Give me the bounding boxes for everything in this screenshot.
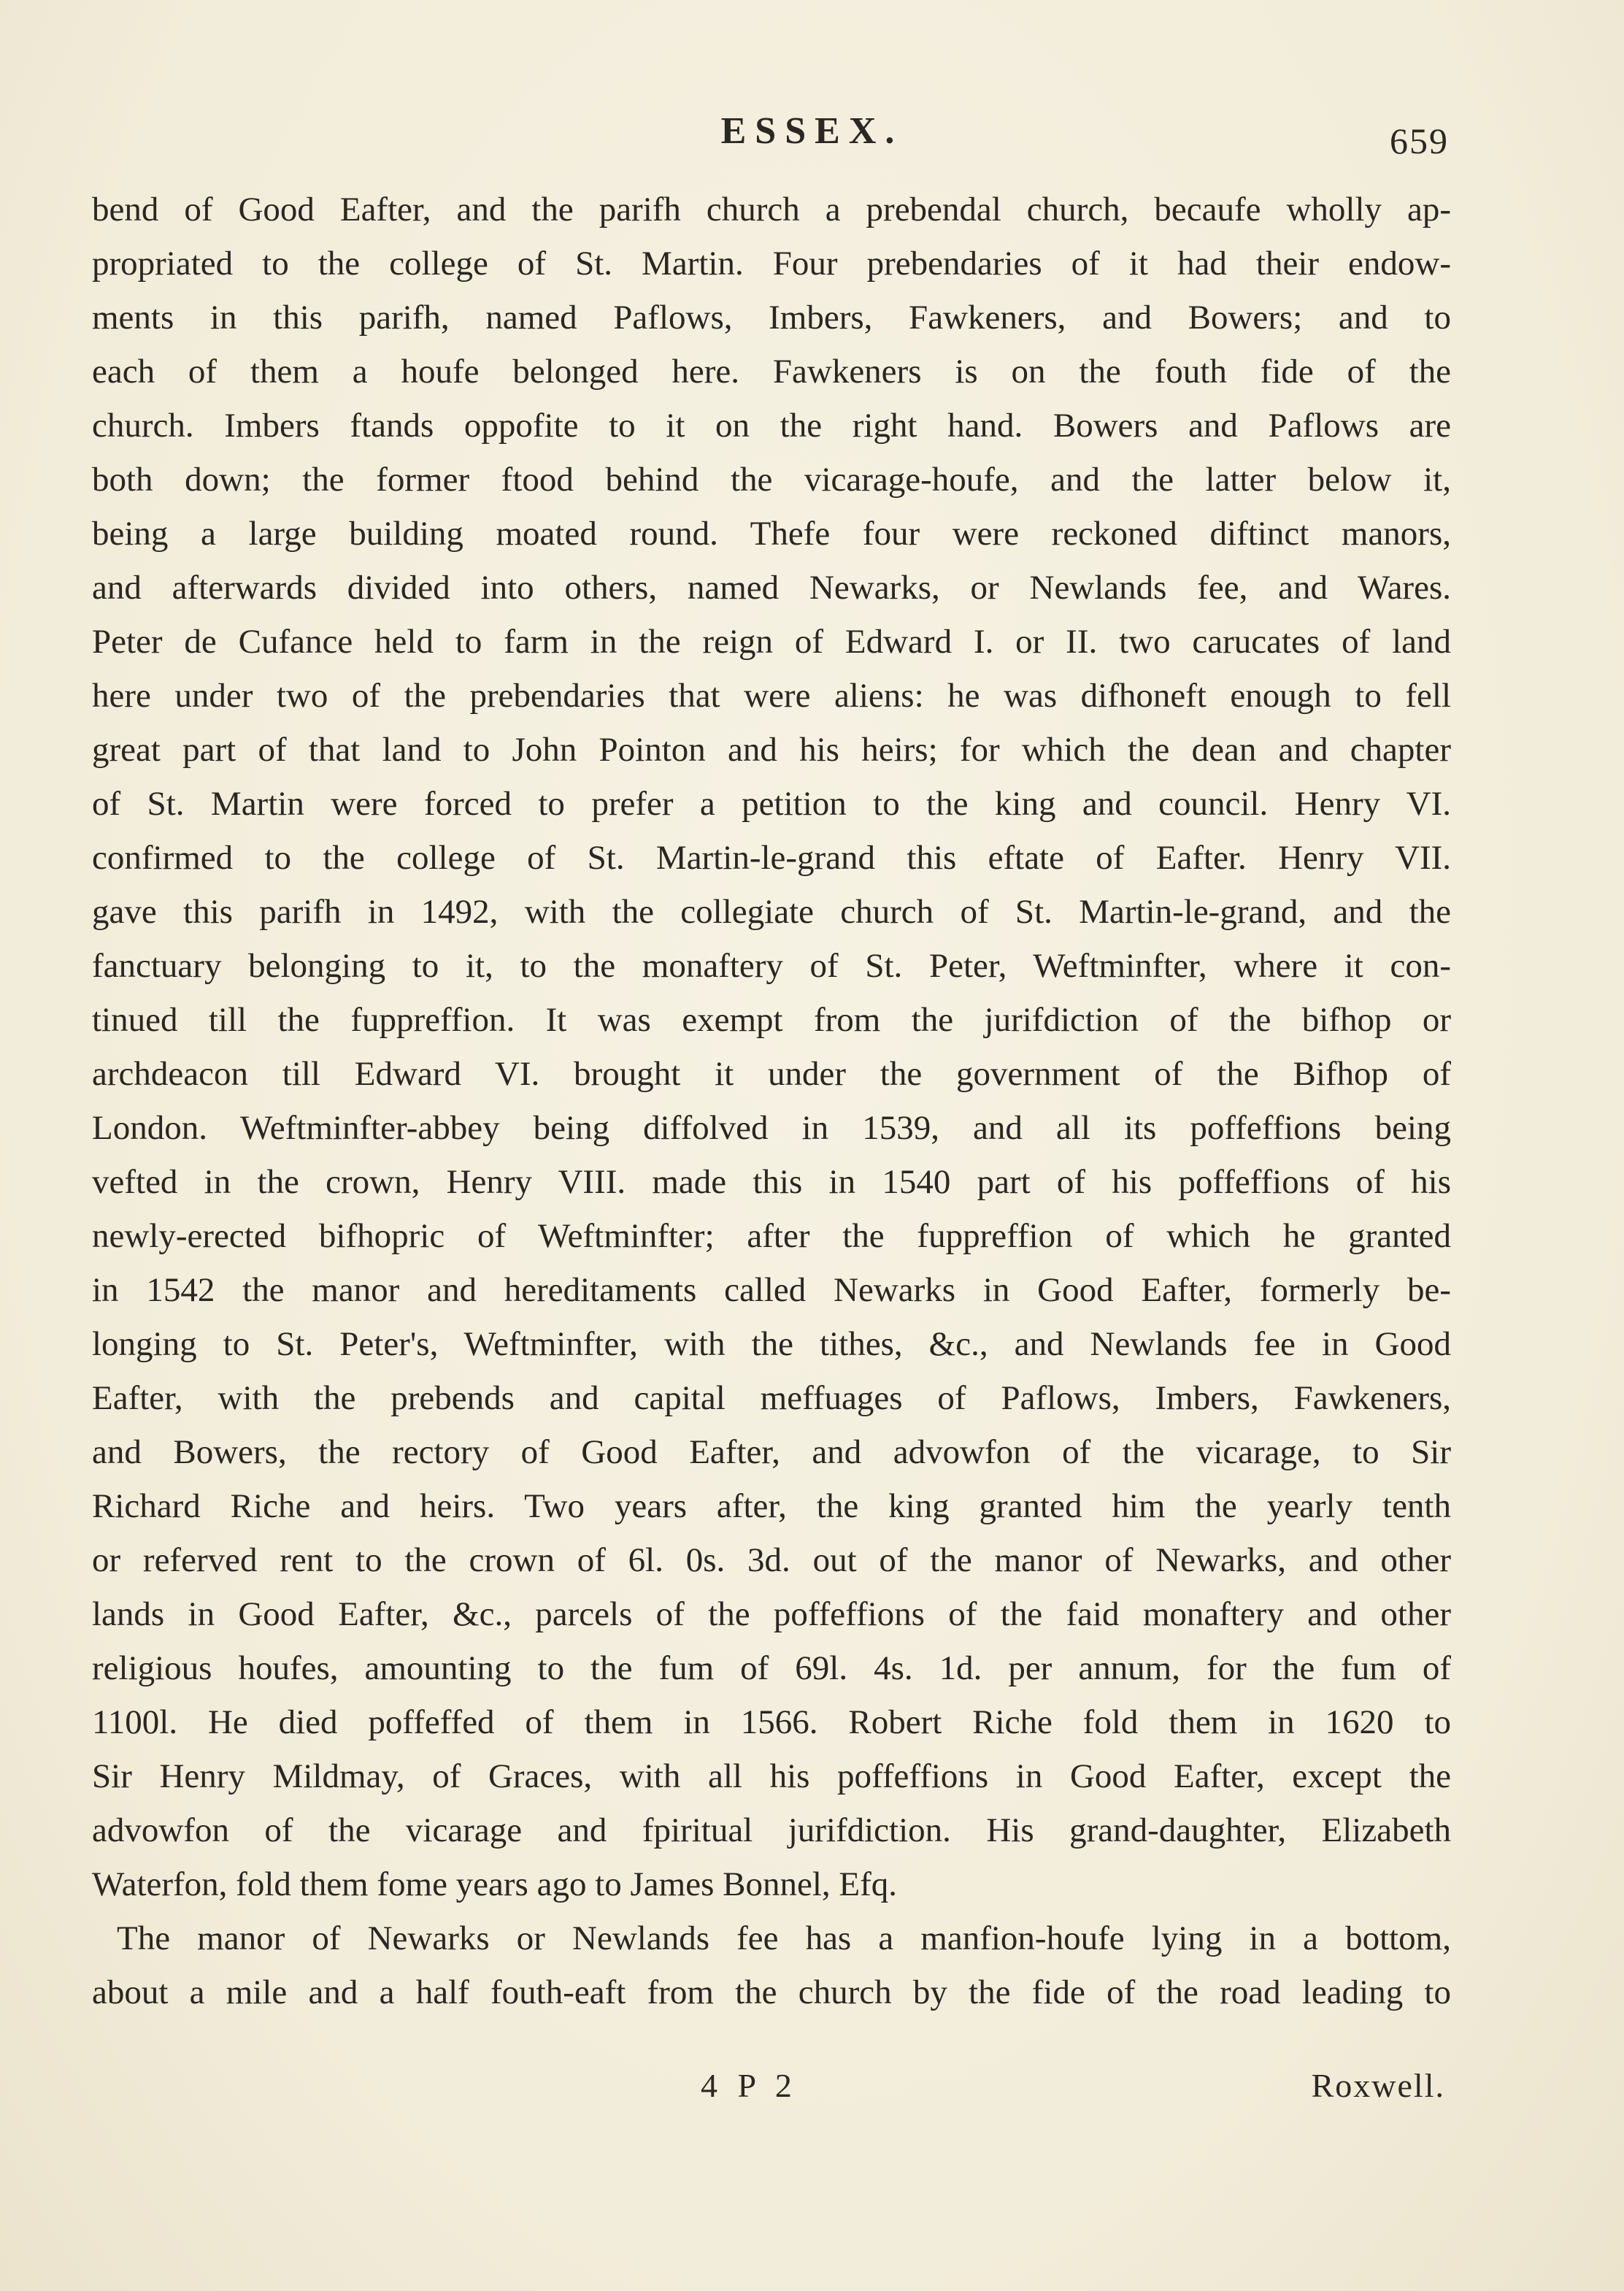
paragraph-end-line: Waterfon, fold them fome years ago to James Bonnel, Efq. <box>92 1865 898 1903</box>
text-line: and Bowers, the rectory of Good Eafter, and advowfon of the vicarage, to Sir <box>92 1433 1451 1471</box>
body-text <box>92 183 1451 2019</box>
text-line: longing to St. Peter's, Weftminfter, with the tithes, &c., and Newlands fee in Good <box>92 1325 1451 1363</box>
text-line: London. Weftminfter-abbey being diffolved in 1539, and all its poffeffions being <box>92 1109 1451 1147</box>
text-line: being a large building moated round. Thefe four were reckoned diftinct manors, <box>92 515 1451 553</box>
text-line: Sir Henry Mildmay, of Graces, with all his poffeffions in Good Eafter, except the <box>92 1757 1451 1795</box>
text-line: newly-erected bifhopric of Weftminfter; after the fuppreffion of which he granted <box>92 1217 1451 1255</box>
text-line: or referved rent to the crown of 6l. 0s. 3d. out of the manor of Newarks, and other <box>92 1541 1451 1579</box>
text-line: religious houfes, amounting to the fum of 69l. 4s. 1d. per annum, for the fum of <box>92 1649 1451 1687</box>
page-number: 659 <box>1390 120 1449 161</box>
paragraph-start-line: The manor of Newarks or Newlands fee has a manfion-houfe lying in a bottom, <box>117 1919 1451 1957</box>
text-line: great part of that land to John Pointon and his heirs; for which the dean and chapter <box>92 731 1451 769</box>
text-line: advowfon of the vicarage and fpiritual jurifdiction. His grand-daughter, Elizabeth <box>92 1811 1451 1849</box>
text-line: church. Imbers ftands oppofite to it on the right hand. Bowers and Paflows are <box>92 407 1451 445</box>
text-line: fanctuary belonging to it, to the monaftery of St. Peter, Weftminfter, where it con- <box>92 947 1451 985</box>
running-title: ESSEX. <box>720 110 904 152</box>
page-header <box>0 110 1624 161</box>
text-line: each of them a houfe belonged here. Fawkeners is on the fouth fide of the <box>92 353 1451 391</box>
text-line: both down; the former ftood behind the vicarage-houfe, and the latter below it, <box>92 461 1451 499</box>
text-line: Eafter, with the prebends and capital meffuages of Paflows, Imbers, Fawkeners, <box>92 1379 1451 1417</box>
text-line: propriated to the college of St. Martin. Four prebendaries of it had their endow- <box>92 245 1451 283</box>
text-line: vefted in the crown, Henry VIII. made this in 1540 part of his poffeffions of his <box>92 1163 1451 1201</box>
text-line: about a mile and a half fouth-eaft from the church by the fide of the road leading to <box>92 1973 1451 2011</box>
text-line: Peter de Cufance held to farm in the reign of Edward I. or II. two carucates of land <box>92 623 1451 661</box>
text-line: in 1542 the manor and hereditaments called Newarks in Good Eafter, formerly be- <box>92 1271 1451 1309</box>
signature-mark: 4 P 2 <box>701 2067 798 2104</box>
text-line: ments in this parifh, named Paflows, Imbers, Fawkeners, and Bowers; and to <box>92 299 1451 337</box>
page-footer <box>0 2066 1624 2125</box>
text-line: tinued till the fuppreffion. It was exempt from the jurifdiction of the bifhop or <box>92 1001 1451 1039</box>
text-line: gave this parifh in 1492, with the collegiate church of St. Martin-le-grand, and the <box>92 893 1451 931</box>
text-line: archdeacon till Edward VI. brought it under the government of the Bifhop of <box>92 1055 1451 1093</box>
text-line: and afterwards divided into others, named Newarks, or Newlands fee, and Wares. <box>92 569 1451 607</box>
text-line: here under two of the prebendaries that were aliens: he was difhoneft enough to fell <box>92 677 1451 715</box>
text-line: confirmed to the college of St. Martin-le-grand this eftate of Eafter. Henry VII. <box>92 839 1451 877</box>
text-line: lands in Good Eafter, &c., parcels of the poffeffions of the faid monaftery and other <box>92 1595 1451 1633</box>
catchword: Roxwell. <box>1311 2067 1445 2104</box>
text-line: 1100l. He died poffeffed of them in 1566. Robert Riche fold them in 1620 to <box>92 1703 1451 1741</box>
text-line: bend of Good Eafter, and the parifh church a prebendal church, becaufe wholly ap- <box>92 191 1451 229</box>
text-line: Richard Riche and heirs. Two years after, the king granted him the yearly tenth <box>92 1487 1451 1525</box>
text-line: of St. Martin were forced to prefer a petition to the king and council. Henry VI. <box>92 785 1451 823</box>
